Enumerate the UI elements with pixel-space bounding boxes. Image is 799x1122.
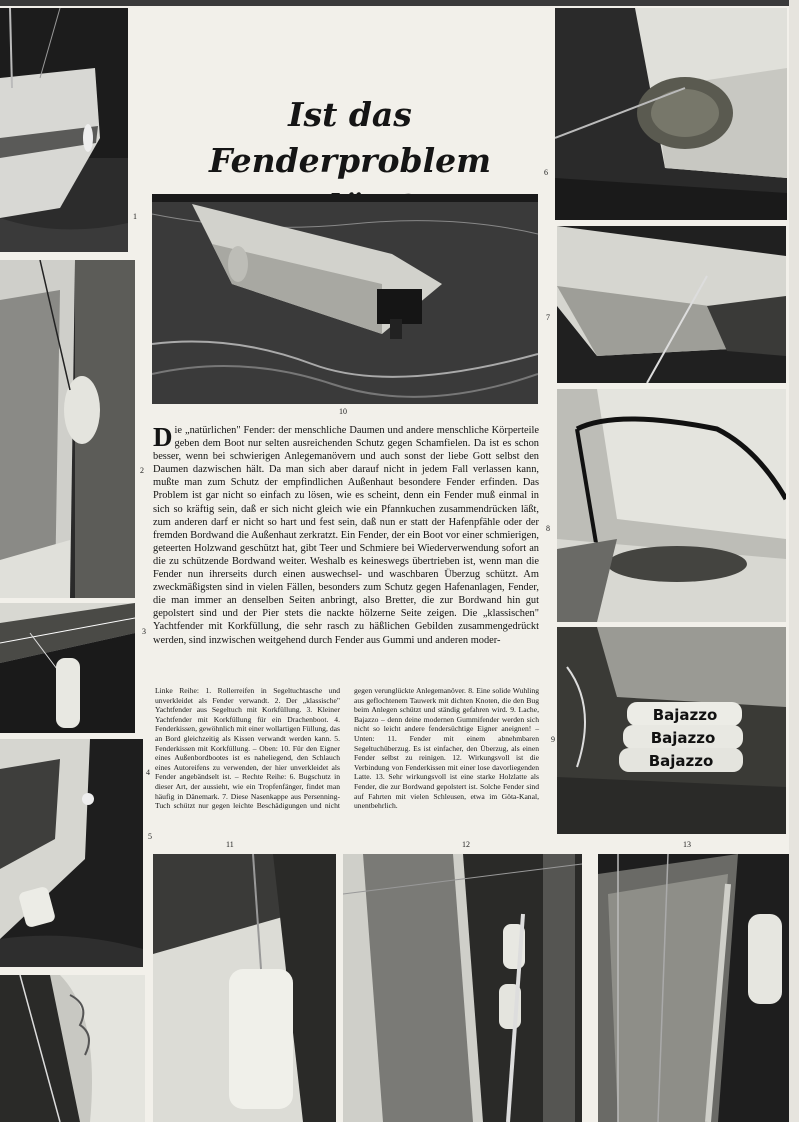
photo-captions: Linke Reihe: 1. Rollerreifen in Segeltuchtasche und unverkleidet als Fender verwandt. 2. Der „klassische" Yachtfender aus Segeltuch mit Korkfüllung. 3. Kleiner Yachtfender mit Korkfüllung für ein Drachenboot. 4. Fenderkissen, gewöhnlich mit einer wollartigen Füllung, das an Bord gleichzeitig als Kissen verwandt werden kann. 5. Fenderkissen mit Korkfüllung. – Oben: 10. Für den Eigner eines Außenbordbootes ist es naheliegend, den Schlauch eines Autoreifens zu verwenden, der hier unverkleidet als Fender angebändselt ist. – Rechte Reihe: 6. Bugschutz in dieser Art, der aussieht, wie ein Tropfenfänger, findet man häufig in Dänemark. 7. Diese Nasenkappe aus Persenning-Tuch schützt nur gegen leichte Beschädigungen und nicht gegen verunglückte Anlegemanöver. 8. Eine solide Wuhling aus geflochtenem Tauwerk mit dichten Knoten, die den Bug beim Anlegen schützt und ständig gefahren wird. 9. Lache, Bajazzo – denn deine modernen Gummifender werden sich nicht so leicht andere fendersüchtige Eigner aneignen! – Unten: 11. Fender mit einem abnehmbaren Segeltuchüberzug. Es ist einfacher, den Überzug, als einen Fender selbst zu reinigen. 12. Wirkungsvoll ist die Verbindung von Fenderkissen mit einer lose davorliegenden Latte. 13. Sehr wirkungsvoll ist eine starke Holzlatte als Fender, die zur Bordwand gepolstert ist. Solche Fender sind auf Fahrten mit vielen Schleusen, etwa im Göta-Kanal, unentbehrlich. xyxy=(155,686,539,811)
photo-4-fender-cushion xyxy=(0,739,143,967)
page-right-edge xyxy=(789,0,799,1122)
article-body-text: ie „natürlichen" Fender: der menschliche Daumen und andere menschliche Körperteile geben dem Boot nur selten ausreichenden Schutz gegen Schamfielen. Da ist es schon besser, wenn bei schwierigen Anlegemanövern und auch sonst der liebe Gott selbst den Daumen dazwischen hält. Da man sich aber darauf nicht in jedem Fall verlassen kann, mußte man zum Schutz der empfindlichen Außenhaut besondere Fender erfinden. Das Problem ist gar nicht so einfach zu lösen, wie es scheint, denn ein Fender muß einmal in sich so kräftig sein, daß er sich nicht gleich wie ein Pfannkuchen zusammendrücken läßt, zum anderen darf er nicht so hart und fest sein, daß nun er statt der Hafenpfähle oder der fremden Bordwand die Außenhaut zerkratzt. Ein Fender, der ein Boot vor einer schmierigen, geteerten Holzwand geschützt hat, gibt Teer und Schmiere bei Wiederverwendung sofort an die zu schützende Bordwand weiter. Weshalb es keineswegs übertrieben ist, wenn man die Fender nun ihrerseits durch einen auswechsel- und waschbaren Überzug schützt. Am zweckmäßigsten sind in vielen Fällen, besonders zum Schutz gegen Hafenanlagen, Fender, die man immer an denselben Seiten anbringt, also Bretter, die zur Bordwand hin gut gepolstert sind und der Pier stets die nackte hölzerne Seite zeigen. Die „klassischen" Yachtfender mit Korkfüllung, die sehr rasch zu häßlichen Gebilden zusammengedrückt werden, sind inzwischen weitgehend durch Fender aus Gummi und anderen moder- xyxy=(153,425,539,646)
photo-10-outboard-boat xyxy=(152,194,538,404)
photo-11-covered-fender xyxy=(153,854,336,1122)
figure-number-4: 4 xyxy=(146,768,150,777)
figure-number-6: 6 xyxy=(544,168,548,177)
figure-number-13: 13 xyxy=(683,840,691,849)
figure-number-12: 12 xyxy=(462,840,470,849)
photo-13-wooden-batten-fender xyxy=(598,854,789,1122)
figure-number-11: 11 xyxy=(226,840,234,849)
fender-lettering-2: Bajazzo xyxy=(650,729,716,747)
figure-number-8: 8 xyxy=(546,524,550,533)
figure-number-1: 1 xyxy=(133,212,137,221)
figure-number-7: 7 xyxy=(546,313,550,322)
photo-2-classic-fender xyxy=(0,260,135,598)
photo-12-cushion-with-batten xyxy=(343,854,582,1122)
fender-lettering-3: Bajazzo xyxy=(648,752,714,770)
photo-7-nose-cap xyxy=(557,226,786,383)
fender-lettering-1: Bajazzo xyxy=(652,706,718,724)
photo-5-cork-fender-cushion xyxy=(0,975,145,1122)
article-body xyxy=(153,424,539,647)
figure-number-10: 10 xyxy=(339,407,347,416)
photo-1-sailboat-bow xyxy=(0,8,128,252)
page-top-edge xyxy=(0,0,799,6)
figure-number-5: 5 xyxy=(148,832,152,841)
article-dropcap: D xyxy=(153,422,173,452)
article-title-line-1: Ist das Fenderproblem xyxy=(208,95,492,180)
figure-number-3: 3 xyxy=(142,627,146,636)
figure-number-2: 2 xyxy=(140,466,144,475)
photo-8-braided-fender xyxy=(557,389,786,622)
photo-6-bow-protector xyxy=(555,8,787,220)
figure-number-9: 9 xyxy=(551,735,555,744)
photo-3-small-fender xyxy=(0,603,135,733)
photo-9-bajazzo-fenders xyxy=(557,627,786,834)
